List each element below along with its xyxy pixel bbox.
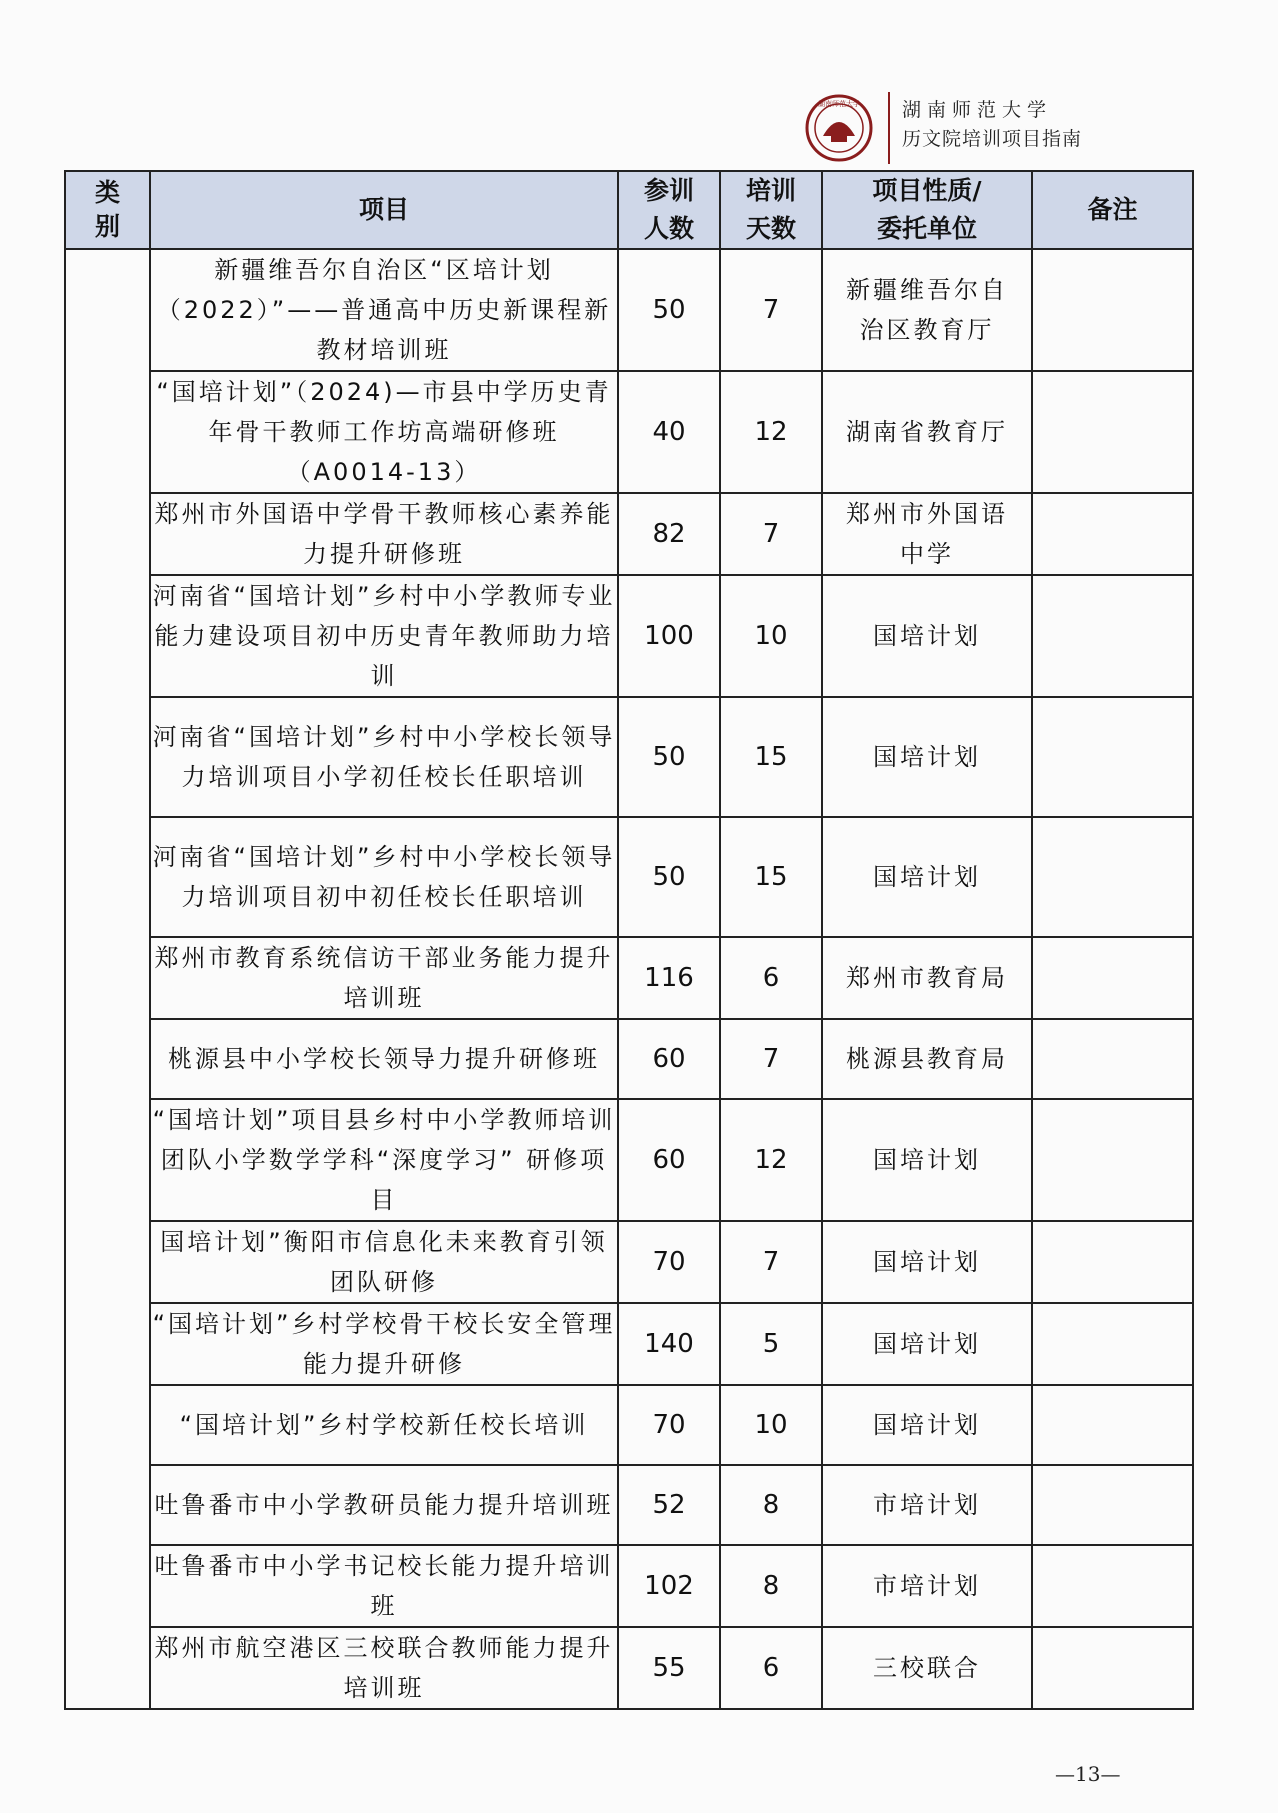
participants-cell: 140 bbox=[618, 1303, 720, 1385]
table-header-row bbox=[65, 171, 1193, 249]
days-cell: 7 bbox=[720, 1019, 822, 1099]
university-name: 湖南师范大学 bbox=[902, 99, 1053, 121]
table-row bbox=[65, 1465, 1193, 1545]
remarks-cell bbox=[1032, 575, 1193, 697]
table-body bbox=[65, 249, 1193, 1709]
header-days-text: 培训天数 bbox=[745, 176, 796, 243]
project-cell: 吐鲁番市中小学书记校长能力提升培训班 bbox=[150, 1545, 618, 1627]
remarks-cell bbox=[1032, 1099, 1193, 1221]
remarks-cell bbox=[1032, 1019, 1193, 1099]
project-cell: 河南省“国培计划”乡村中小学校长领导力培训项目初中初任校长任职培训 bbox=[150, 817, 618, 937]
participants-cell: 100 bbox=[618, 575, 720, 697]
table-row bbox=[65, 1221, 1193, 1303]
table-row bbox=[65, 1627, 1193, 1709]
days-cell: 10 bbox=[720, 575, 822, 697]
table-row bbox=[65, 1385, 1193, 1465]
header-remarks: 备注 bbox=[1032, 171, 1193, 249]
days-cell: 10 bbox=[720, 1385, 822, 1465]
days-cell: 6 bbox=[720, 937, 822, 1019]
participants-cell: 102 bbox=[618, 1545, 720, 1627]
nature-cell: 郑州市教育局 bbox=[822, 937, 1032, 1019]
remarks-cell bbox=[1032, 1221, 1193, 1303]
nature-cell: 国培计划 bbox=[822, 817, 1032, 937]
header-nature bbox=[822, 171, 1032, 249]
page-number: —13— bbox=[1055, 1762, 1121, 1786]
nature-cell: 桃源县教育局 bbox=[822, 1019, 1032, 1099]
project-cell: 郑州市外国语中学骨干教师核心素养能力提升研修班 bbox=[150, 493, 618, 575]
table-row bbox=[65, 493, 1193, 575]
participants-cell: 116 bbox=[618, 937, 720, 1019]
table-row bbox=[65, 1545, 1193, 1627]
project-cell: “国培计划”（2024)—市县中学历史青年骨干教师工作坊高端研修班（A0014-13） bbox=[150, 371, 618, 493]
remarks-cell bbox=[1032, 1545, 1193, 1627]
remarks-cell bbox=[1032, 371, 1193, 493]
participants-cell: 60 bbox=[618, 1099, 720, 1221]
participants-cell: 50 bbox=[618, 817, 720, 937]
nature-cell: 新疆维吾尔自治区教育厅 bbox=[822, 249, 1032, 371]
university-seal-icon bbox=[805, 94, 873, 162]
participants-cell: 40 bbox=[618, 371, 720, 493]
table-row bbox=[65, 1303, 1193, 1385]
nature-cell: 三校联合 bbox=[822, 1627, 1032, 1709]
days-cell: 5 bbox=[720, 1303, 822, 1385]
header-category-text: 类别 bbox=[94, 178, 120, 241]
remarks-cell bbox=[1032, 1465, 1193, 1545]
participants-cell: 60 bbox=[618, 1019, 720, 1099]
training-projects-table bbox=[64, 170, 1194, 1710]
header-project: 项目 bbox=[150, 171, 618, 249]
nature-cell: 国培计划 bbox=[822, 575, 1032, 697]
nature-cell: 国培计划 bbox=[822, 1303, 1032, 1385]
remarks-cell bbox=[1032, 493, 1193, 575]
nature-cell: 市培计划 bbox=[822, 1545, 1032, 1627]
days-cell: 15 bbox=[720, 817, 822, 937]
table-row bbox=[65, 575, 1193, 697]
participants-cell: 52 bbox=[618, 1465, 720, 1545]
days-cell: 8 bbox=[720, 1465, 822, 1545]
header-days bbox=[720, 171, 822, 249]
project-cell: 桃源县中小学校长领导力提升研修班 bbox=[150, 1019, 618, 1099]
table-row bbox=[65, 371, 1193, 493]
header-nature-text: 项目性质/委托单位 bbox=[872, 176, 982, 243]
nature-cell: 湖南省教育厅 bbox=[822, 371, 1032, 493]
table-row bbox=[65, 1099, 1193, 1221]
table-row bbox=[65, 937, 1193, 1019]
days-cell: 7 bbox=[720, 1221, 822, 1303]
participants-cell: 55 bbox=[618, 1627, 720, 1709]
days-cell: 12 bbox=[720, 1099, 822, 1221]
participants-cell: 50 bbox=[618, 697, 720, 817]
table-row bbox=[65, 697, 1193, 817]
nature-cell: 市培计划 bbox=[822, 1465, 1032, 1545]
days-cell: 6 bbox=[720, 1627, 822, 1709]
remarks-cell bbox=[1032, 249, 1193, 371]
nature-cell: 国培计划 bbox=[822, 1385, 1032, 1465]
remarks-cell bbox=[1032, 1303, 1193, 1385]
days-cell: 12 bbox=[720, 371, 822, 493]
svg-text:湖南师范大学: 湖南师范大学 bbox=[818, 100, 860, 108]
nature-cell: 郑州市外国语中学 bbox=[822, 493, 1032, 575]
project-cell: 吐鲁番市中小学教研员能力提升培训班 bbox=[150, 1465, 618, 1545]
days-cell: 15 bbox=[720, 697, 822, 817]
days-cell: 7 bbox=[720, 249, 822, 371]
nature-cell: 国培计划 bbox=[822, 1221, 1032, 1303]
project-cell: 河南省“国培计划”乡村中小学校长领导力培训项目小学初任校长任职培训 bbox=[150, 697, 618, 817]
page-header bbox=[805, 92, 1105, 164]
guide-title: 历文院培训项目指南 bbox=[902, 128, 1083, 150]
project-cell: 郑州市教育系统信访干部业务能力提升培训班 bbox=[150, 937, 618, 1019]
remarks-cell bbox=[1032, 1385, 1193, 1465]
project-cell: 河南省“国培计划”乡村中小学教师专业能力建设项目初中历史青年教师助力培训 bbox=[150, 575, 618, 697]
header-participants-text: 参训人数 bbox=[643, 176, 694, 243]
participants-cell: 82 bbox=[618, 493, 720, 575]
participants-cell: 50 bbox=[618, 249, 720, 371]
table-row bbox=[65, 249, 1193, 371]
participants-cell: 70 bbox=[618, 1221, 720, 1303]
days-cell: 7 bbox=[720, 493, 822, 575]
header-category bbox=[65, 171, 150, 249]
nature-cell: 国培计划 bbox=[822, 1099, 1032, 1221]
project-cell: “国培计划”项目县乡村中小学教师培训团队小学数学学科“深度学习” 研修项目 bbox=[150, 1099, 618, 1221]
project-cell: 新疆维吾尔自治区“区培计划（2022）”——普通高中历史新课程新教材培训班 bbox=[150, 249, 618, 371]
header-text bbox=[902, 96, 1082, 154]
header-divider bbox=[888, 92, 890, 164]
project-cell: “国培计划”乡村学校骨干校长安全管理能力提升研修 bbox=[150, 1303, 618, 1385]
category-cell bbox=[65, 249, 150, 1709]
remarks-cell bbox=[1032, 937, 1193, 1019]
project-cell: 国培计划”衡阳市信息化未来教育引领团队研修 bbox=[150, 1221, 618, 1303]
project-cell: 郑州市航空港区三校联合教师能力提升培训班 bbox=[150, 1627, 618, 1709]
participants-cell: 70 bbox=[618, 1385, 720, 1465]
table-row bbox=[65, 817, 1193, 937]
remarks-cell bbox=[1032, 697, 1193, 817]
table-row bbox=[65, 1019, 1193, 1099]
project-cell: “国培计划”乡村学校新任校长培训 bbox=[150, 1385, 618, 1465]
remarks-cell bbox=[1032, 817, 1193, 937]
header-participants bbox=[618, 171, 720, 249]
days-cell: 8 bbox=[720, 1545, 822, 1627]
remarks-cell bbox=[1032, 1627, 1193, 1709]
nature-cell: 国培计划 bbox=[822, 697, 1032, 817]
